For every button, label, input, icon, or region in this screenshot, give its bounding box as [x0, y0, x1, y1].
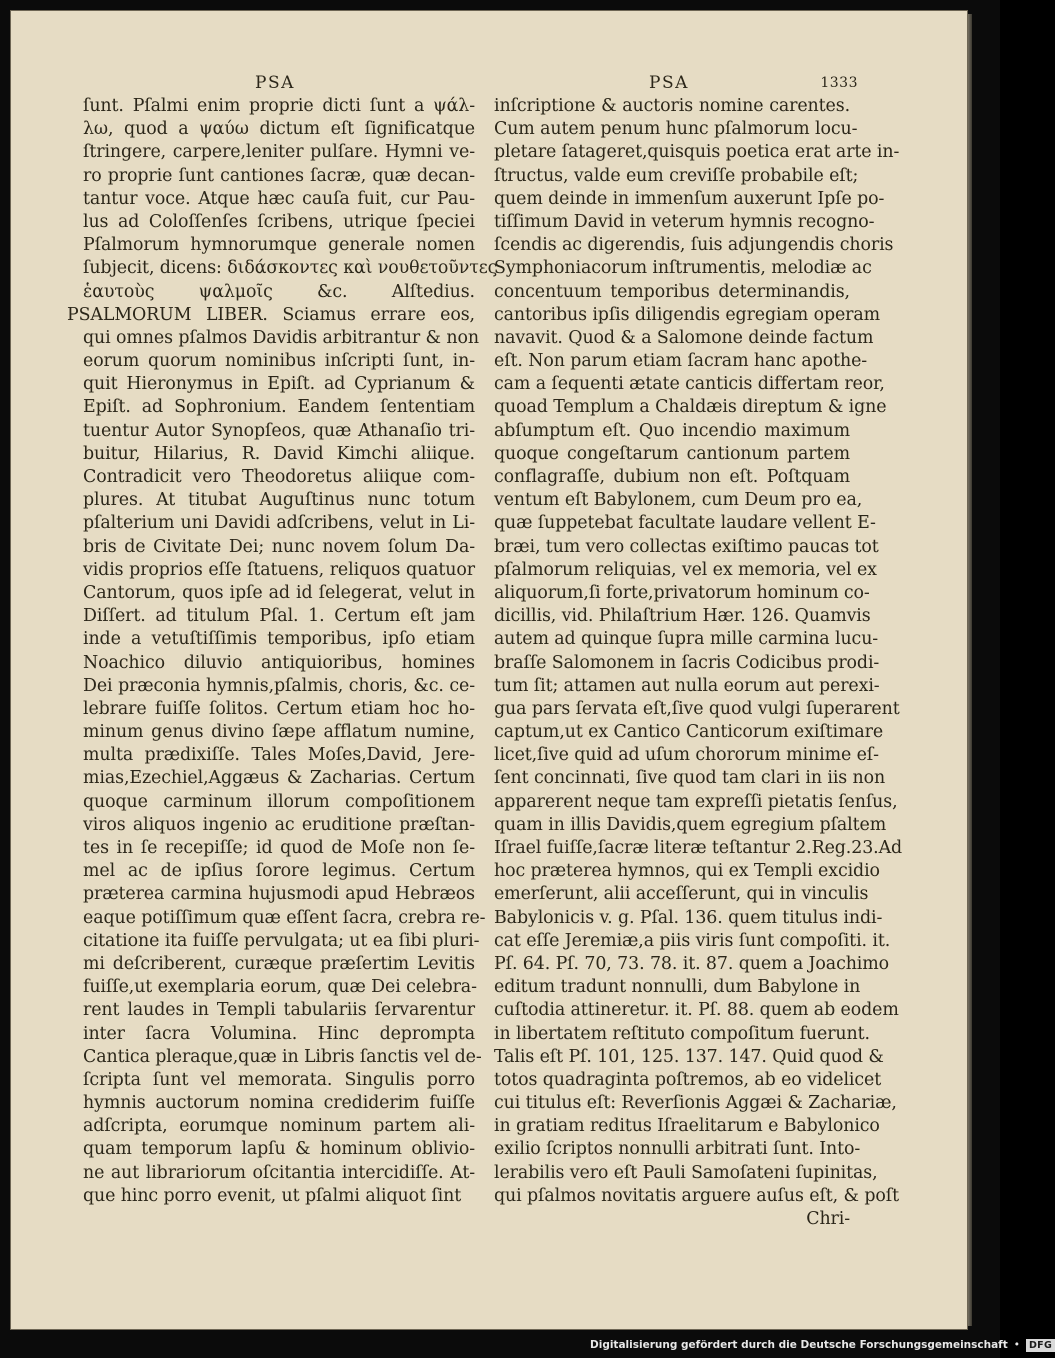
right-running-header	[494, 73, 858, 95]
text-line: buitur, Hilarius, R. David Kimchi aliique.	[83, 443, 475, 464]
text-line: adſcripta, eorumque nominum partem ali-	[83, 1116, 475, 1137]
text-line: Babylonicis v. g. Pſal. 136. quem titulus indi-	[494, 907, 883, 928]
text-line: qui omnes pſalmos Davidis arbitrantur & non	[83, 327, 479, 348]
page-number: 1333	[820, 75, 858, 91]
text-line: pletare ſatageret,quisquis poetica erat arte in-	[494, 142, 900, 163]
footer-credit-bar	[590, 1337, 1055, 1353]
text-line: concentuum temporibus determinandis,	[494, 281, 850, 302]
footer-separator: •	[1013, 1339, 1020, 1351]
text-line: tantur voce. Atque hæc cauſa fuit, cur Pau-	[83, 188, 475, 209]
text-line: rent laudes in Templi tabulariis ſervarentur	[83, 1000, 475, 1021]
text-line: editum tradunt nonnulli, dum Babylone in	[494, 977, 861, 998]
text-line: apparerent neque tam expreſſi pietatis ſenſus,	[494, 791, 898, 812]
text-line: totos quadraginta poſtremos, ab eo videlicet	[494, 1069, 882, 1090]
text-line: tiſſimum David in veterum hymnis recogno-	[494, 211, 875, 232]
text-line: ro proprie ſunt cantiones ſacræ, quæ decan-	[83, 165, 475, 186]
text-line: minum genus divino ſæpe afflatum numine,	[83, 722, 475, 743]
right-header-word: PSA	[649, 73, 689, 93]
text-line: lus ad Coloſſenſes ſcribens, utrique ſpeciei	[83, 211, 475, 232]
text-line: Epiſt. ad Sophronium. Eandem ſententiam	[83, 397, 475, 418]
text-line: quoad Templum a Chaldæis direptum & igne	[494, 397, 887, 418]
text-line: bræi, tum vero collectas exiſtimo paucas tot	[494, 536, 879, 557]
text-line: Contradicit vero Theodoretus aliique com-	[83, 467, 475, 487]
text-line: Cantorum, quos ipſe ad id ſelegerat, velut in	[83, 582, 475, 603]
text-line: viros aliquos ingenio ac eruditione præſtan-	[83, 814, 475, 835]
text-line: cat eſſe Jeremiæ,a piis viris ſunt compoſiti. it.	[494, 930, 891, 951]
text-line: cam a ſequenti ætate canticis differtam reor,	[494, 374, 885, 395]
text-line: citatione ita fuiſſe pervulgata; ut ea ſibi pluri-	[83, 930, 480, 951]
text-line: tuentur Autor Synopſeos, quæ Athanaſio tri-	[83, 420, 475, 441]
text-line: ſent concinnati, ſive quod tam clari in iis non	[494, 768, 886, 789]
text-line: quam temporum lapſu & hominum oblivio-	[83, 1139, 475, 1160]
text-line: plures. At titubat Auguſtinus nunc totum	[83, 490, 475, 511]
text-line: Dei præconia hymnis,pſalmis, choris, &c. ce-	[83, 675, 475, 696]
text-line: aliquorum,ſi forte,privatorum hominum co-	[494, 582, 870, 603]
left-column-text	[67, 95, 498, 1208]
text-line: eſt. Non parum etiam ſacram hanc apothe-	[494, 351, 868, 372]
text-line: cuſtodia attineretur. it. Pſ. 88. quem ab eodem	[494, 1000, 899, 1021]
text-line: lerabilis vero eſt Pauli Samoſateni ſupinitas,	[494, 1162, 878, 1183]
left-running-header	[83, 73, 475, 95]
text-line: Noachico diluvio antiquioribus, homines	[83, 652, 475, 673]
text-line: navavit. Quod & a Salomone deinde factum	[494, 327, 874, 348]
text-line: PSALMORUM LIBER. Sciamus errare eos,	[67, 304, 475, 325]
text-line: inde a vetuſtiſſimis temporibus, ipſo etiam	[83, 629, 475, 650]
scanned-page	[10, 10, 968, 1330]
text-line: ſunt. Pſalmi enim proprie dicti ſunt a ψάλ-	[83, 96, 475, 116]
text-line: exilio ſcriptos nonnulli arbitrati ſunt. Into-	[494, 1139, 861, 1160]
text-line: que hinc porro evenit, ut pſalmi aliquot ſint	[83, 1185, 462, 1206]
footer-credit-text: Digitalisierung gefördert durch die Deutsche Forschungsgemeinschaft	[590, 1339, 1008, 1351]
text-line: mi deſcriberent, curæque præſertim Levitis	[83, 953, 475, 974]
text-line: ſcendis ac digerendis, ſuis adjungendis choris	[494, 235, 894, 256]
dfg-logo-icon: DFG	[1026, 1339, 1055, 1352]
text-line: lebrare fuiſſe ſolitos. Certum etiam hoc ho-	[83, 698, 475, 719]
text-line: gua pars ſervata eſt,ſive quod vulgi ſuperarent	[494, 698, 900, 719]
text-line: hoc præterea hymnos, qui ex Templi excidio	[494, 861, 880, 882]
text-line: pſalterium uni Davidi adſcribens, velut in Li-	[83, 513, 475, 534]
text-line: ne aut librariorum oſcitantia intercidiſſe. At-	[83, 1162, 475, 1183]
text-line: λω, quod a ψαύω dictum eſt ſignificatque	[83, 119, 475, 140]
text-line: conflagraſſe, dubium non eſt. Poſtquam	[494, 467, 850, 487]
text-line: fuiſſe,ut exemplaria eorum, quæ Dei celebra-	[83, 977, 477, 998]
text-line: Symphoniacorum inſtrumentis, melodiæ ac	[494, 258, 872, 279]
text-line: ἑαυτοὺς ψαλμοῖς &c. Alſtedius.	[83, 281, 475, 302]
text-line: ſubjecit, dicens: διδάσκοντες καὶ νουθετοῦντες	[83, 258, 498, 279]
text-line: tum ſit; attamen aut nulla eorum aut perexi-	[494, 675, 880, 696]
text-line: quam in illis Davidis,quem egregium pſaltem	[494, 814, 887, 835]
text-line: mias,Ezechiel,Aggæus & Zacharias. Certum	[83, 768, 475, 789]
text-line: quæ ſuppetebat facultate laudare vellent E-	[494, 513, 876, 534]
text-line: Pſalmorum hymnorumque generale nomen	[83, 235, 475, 256]
text-line: præterea carmina hujusmodi apud Hebræos	[83, 884, 475, 905]
right-column	[494, 73, 903, 1231]
text-line: in gratiam reditus Iſraelitarum e Babylonico	[494, 1116, 880, 1137]
text-line: hymnis auctorum nomina crediderim fuiſſe	[83, 1093, 475, 1114]
text-line: in libertatem reſtituto compoſitum fuerunt.	[494, 1023, 870, 1044]
text-line: eaque potiſſimum quæ eſſent ſacra, crebra re-	[83, 907, 486, 928]
text-line: bris de Civitate Dei; nunc novem ſolum Da-	[83, 536, 475, 557]
text-line: licet,ſive quid ad uſum chororum minime eſ-	[494, 745, 879, 766]
text-line: mel ac de ipſius ſorore legimus. Certum	[83, 861, 475, 882]
text-line: braſſe Salomonem in ſacris Codicibus prodi-	[494, 652, 880, 673]
text-line: Cum autem penum hunc pſalmorum locu-	[494, 119, 858, 140]
text-line: pſalmorum reliquias, vel ex memoria, vel ex	[494, 559, 877, 580]
text-line: tes in ſe recepiſſe; id quod de Moſe non ſe-	[83, 838, 475, 858]
left-header-word: PSA	[255, 73, 295, 93]
text-line: ſtructus, valde eum creviſſe probabile eſt;	[494, 165, 859, 186]
text-line: cantoribus ipſis diligendis egregiam operam	[494, 304, 881, 325]
text-line: emerſerunt, alii acceſſerunt, qui in vinculis	[494, 884, 869, 905]
text-line: autem ad quinque ſupra mille carmina lucu-	[494, 629, 879, 650]
right-column-text	[494, 95, 903, 1208]
text-line: qui pſalmos novitatis arguere auſus eſt, & poſt	[494, 1185, 899, 1206]
text-line: vidis proprios eſſe ſtatuens, reliquos quatuor	[83, 559, 475, 580]
text-line: Talis eſt Pſ. 101, 125. 137. 147. Quid quod &	[494, 1046, 884, 1067]
text-line: Iſrael fuiſſe,ſacræ literæ teſtantur 2.Reg.23.Ad	[494, 838, 903, 858]
text-line: quem deinde in immenſum auxerunt Ipſe po-	[494, 188, 885, 209]
text-line: ventum eſt Babylonem, cum Deum pro ea,	[494, 490, 863, 511]
text-line: Diſſert. ad titulum Pſal. 1. Certum eſt jam	[83, 606, 475, 627]
text-line: Pſ. 64. Pſ. 70, 73. 78. it. 87. quem a Joachimo	[494, 953, 890, 974]
text-line: cui titulus eſt: Reverſionis Aggæi & Zachariæ,	[494, 1093, 897, 1114]
text-line: captum,ut ex Cantico Canticorum exiſtimare	[494, 722, 884, 743]
text-line: ſcripta ſunt vel memorata. Singulis porro	[83, 1069, 475, 1090]
text-line: dicillis, vid. Philaſtrium Hær. 126. Quamvis	[494, 606, 871, 627]
text-line: quoque congeſtarum cantionum partem	[494, 443, 850, 464]
text-line: quoque carminum illorum compoſitionem	[83, 791, 475, 812]
text-line: Cantica pleraque,quæ in Libris ſanctis vel de-	[83, 1046, 482, 1067]
text-line: ſtringere, carpere,leniter pulſare. Hymni ve-	[83, 142, 475, 163]
text-line: abſumptum eſt. Quo incendio maximum	[494, 420, 850, 441]
text-line: inter ſacra Volumina. Hinc deprompta	[83, 1023, 475, 1044]
text-line: quit Hieronymus in Epiſt. ad Cyprianum &	[83, 374, 475, 395]
catchword: Chri-	[806, 1209, 850, 1229]
text-line: multa prædixiſſe. Tales Moſes,David, Jere-	[83, 745, 475, 766]
left-column	[67, 73, 498, 1208]
text-line: inſcriptione & auctoris nomine carentes.	[494, 96, 850, 116]
text-line: eorum quorum nominibus inſcripti ſunt, in-	[83, 351, 475, 372]
